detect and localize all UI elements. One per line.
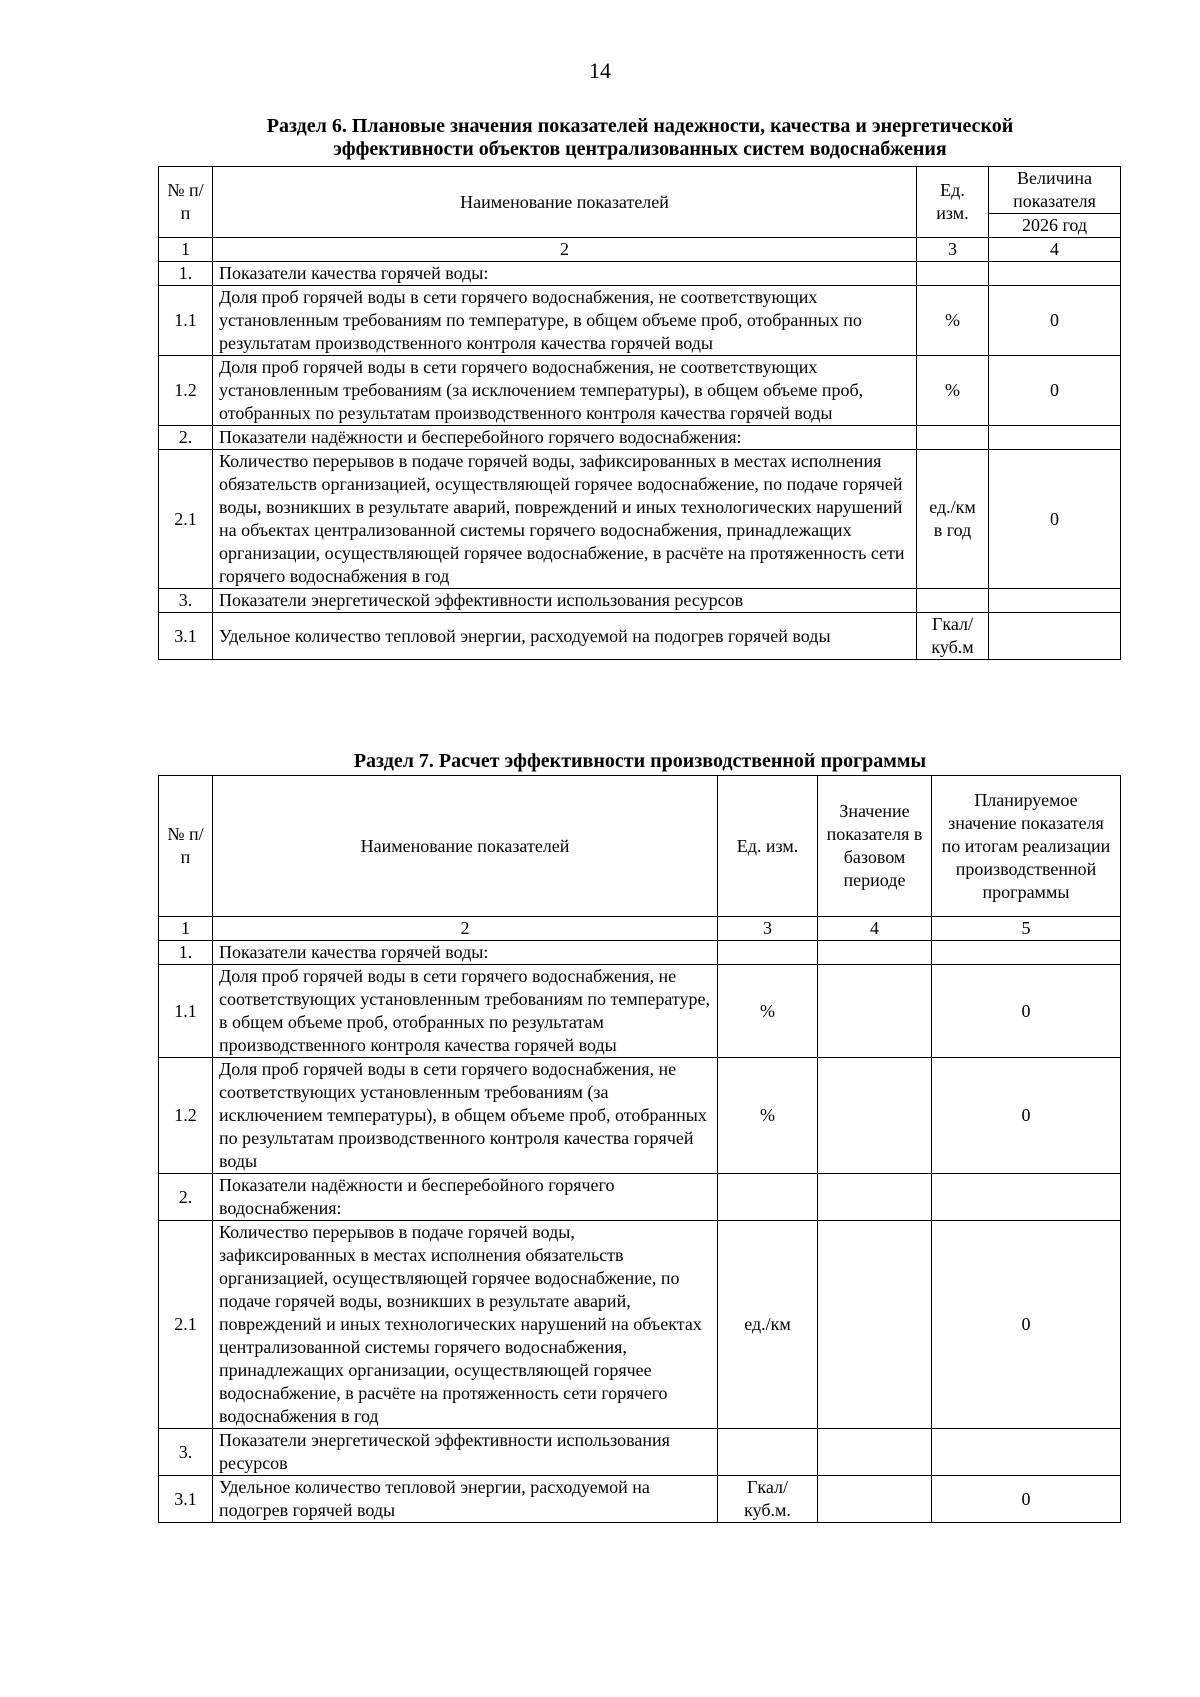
table-row <box>159 286 1121 356</box>
row-name: Показатели качества горячей воды: <box>213 941 718 965</box>
row-unit <box>917 426 989 450</box>
row-planned: 0 <box>932 965 1121 1058</box>
row-unit <box>718 1429 818 1476</box>
table-row <box>159 965 1121 1058</box>
header-unit: Ед. изм. <box>718 776 818 917</box>
row-num: 3.1 <box>159 1476 213 1523</box>
header-unit: Ед. изм. <box>917 167 989 238</box>
header-year: 2026 год <box>989 214 1121 238</box>
row-num: 1.1 <box>159 965 213 1058</box>
header-name: Наименование показателей <box>213 167 917 238</box>
section6-header-row <box>159 167 1121 214</box>
index-cell: 1 <box>159 917 213 941</box>
index-cell: 3 <box>718 917 818 941</box>
table-row <box>159 1058 1121 1174</box>
table-row <box>159 1221 1121 1429</box>
row-unit: ед./км <box>718 1221 818 1429</box>
index-cell: 4 <box>989 238 1121 262</box>
row-value <box>989 589 1121 613</box>
row-name: Показатели качества горячей воды: <box>213 262 917 286</box>
row-name: Показатели надёжности и бесперебойного горячего водоснабжения: <box>213 1174 718 1221</box>
row-base <box>818 1221 932 1429</box>
row-unit: % <box>917 356 989 426</box>
row-value <box>989 613 1121 660</box>
section7-index-row <box>159 917 1121 941</box>
row-unit <box>917 262 989 286</box>
row-unit <box>718 1174 818 1221</box>
row-unit <box>718 941 818 965</box>
row-value: 0 <box>989 450 1121 589</box>
row-num: 3.1 <box>159 613 213 660</box>
table-row <box>159 1174 1121 1221</box>
index-cell: 5 <box>932 917 1121 941</box>
row-value <box>989 426 1121 450</box>
row-name: Показатели энергетической эффективности использования ресурсов <box>213 589 917 613</box>
table-row <box>159 262 1121 286</box>
row-base <box>818 941 932 965</box>
row-num: 1. <box>159 941 213 965</box>
row-value <box>989 262 1121 286</box>
header-planned: Планируемое значение показателя по итогам реализации производственной программы <box>932 776 1121 917</box>
table-row <box>159 941 1121 965</box>
index-cell: 2 <box>213 238 917 262</box>
section6-title <box>160 115 1120 161</box>
row-value: 0 <box>989 286 1121 356</box>
row-planned: 0 <box>932 1221 1121 1429</box>
table-row <box>159 450 1121 589</box>
row-planned: 0 <box>932 1476 1121 1523</box>
table-row <box>159 1429 1121 1476</box>
row-name: Количество перерывов в подаче горячей воды, зафиксированных в местах исполнения обязательств организацией, осуществляющей горячее водоснабжение, по подаче горячей воды, возникших в результате аварий, повреждений и иных технологических нарушений на объектах централизованной системы горячего водоснабжения, принадлежащих организации, осуществляющей горячее водоснабжение, в расчёте на протяженность сети горячего водоснабжения в год <box>213 1221 718 1429</box>
table-row <box>159 426 1121 450</box>
table-row <box>159 356 1121 426</box>
row-unit: % <box>718 1058 818 1174</box>
table-row <box>159 613 1121 660</box>
row-base <box>818 1174 932 1221</box>
section6-index-row <box>159 238 1121 262</box>
row-planned <box>932 1174 1121 1221</box>
section7-table <box>158 775 1121 1523</box>
row-num: 2. <box>159 1174 213 1221</box>
row-name: Доля проб горячей воды в сети горячего водоснабжения, не соответствующих установленным требованиям по температуре, в общем объеме проб, отобранных по результатам производственного контроля качества горячей воды <box>213 286 917 356</box>
page-number: 14 <box>589 58 611 83</box>
index-cell: 3 <box>917 238 989 262</box>
row-base <box>818 965 932 1058</box>
row-name: Показатели надёжности и бесперебойного горячего водоснабжения: <box>213 426 917 450</box>
row-name: Доля проб горячей воды в сети горячего водоснабжения, не соответствующих установленным требованиям (за исключением температуры), в общем объеме проб, отобранных по результатам производственного контроля качества горячей воды <box>213 1058 718 1174</box>
row-unit: % <box>917 286 989 356</box>
row-value: 0 <box>989 356 1121 426</box>
header-base: Значение показателя в базовом периоде <box>818 776 932 917</box>
table-row <box>159 1476 1121 1523</box>
header-name: Наименование показателей <box>213 776 718 917</box>
row-num: 1. <box>159 262 213 286</box>
header-num: № п/п <box>159 167 213 238</box>
section6-table <box>158 166 1121 660</box>
row-num: 1.1 <box>159 286 213 356</box>
row-planned <box>932 1429 1121 1476</box>
row-unit: Гкал/куб.м. <box>718 1476 818 1523</box>
row-base <box>818 1476 932 1523</box>
row-name: Количество перерывов в подаче горячей воды, зафиксированных в местах исполнения обязательств организацией, осуществляющей горячее водоснабжение, по подаче горячей воды, возникших в результате аварий, повреждений и иных технологических нарушений на объектах централизованной системы горячего водоснабжения, принадлежащих организации, осуществляющей горячее водоснабжение, в расчёте на протяженность сети горячего водоснабжения в год <box>213 450 917 589</box>
row-unit <box>917 589 989 613</box>
row-unit: Гкал/куб.м <box>917 613 989 660</box>
index-cell: 2 <box>213 917 718 941</box>
index-cell: 4 <box>818 917 932 941</box>
row-name: Удельное количество тепловой энергии, расходуемой на подогрев горячей воды <box>213 613 917 660</box>
row-num: 1.2 <box>159 1058 213 1174</box>
row-unit: % <box>718 965 818 1058</box>
table-row <box>159 589 1121 613</box>
index-cell: 1 <box>159 238 213 262</box>
row-num: 2.1 <box>159 450 213 589</box>
row-num: 3. <box>159 1429 213 1476</box>
section7-header-row <box>159 776 1121 917</box>
row-name: Доля проб горячей воды в сети горячего водоснабжения, не соответствующих установленным требованиям по температуре, в общем объеме проб, отобранных по результатам производственного контроля качества горячей воды <box>213 965 718 1058</box>
row-base <box>818 1429 932 1476</box>
section6-title-line1: Раздел 6. Плановые значения показателей надежности, качества и энергетической <box>266 115 1014 137</box>
row-planned <box>932 941 1121 965</box>
row-unit: ед./км в год <box>917 450 989 589</box>
row-num: 2.1 <box>159 1221 213 1429</box>
row-base <box>818 1058 932 1174</box>
row-num: 3. <box>159 589 213 613</box>
row-planned: 0 <box>932 1058 1121 1174</box>
row-num: 2. <box>159 426 213 450</box>
header-num: № п/п <box>159 776 213 917</box>
row-name: Доля проб горячей воды в сети горячего водоснабжения, не соответствующих установленным требованиям (за исключением температуры), в общем объеме проб, отобранных по результатам производственного контроля качества горячей воды <box>213 356 917 426</box>
row-name: Показатели энергетической эффективности использования ресурсов <box>213 1429 718 1476</box>
section6-title-line2: эффективности объектов централизованных систем водоснабжения <box>333 138 947 160</box>
row-num: 1.2 <box>159 356 213 426</box>
header-value: Величина показателя <box>989 167 1121 214</box>
section7-title: Раздел 7. Расчет эффективности производственной программы <box>353 750 927 772</box>
row-name: Удельное количество тепловой энергии, расходуемой на подогрев горячей воды <box>213 1476 718 1523</box>
